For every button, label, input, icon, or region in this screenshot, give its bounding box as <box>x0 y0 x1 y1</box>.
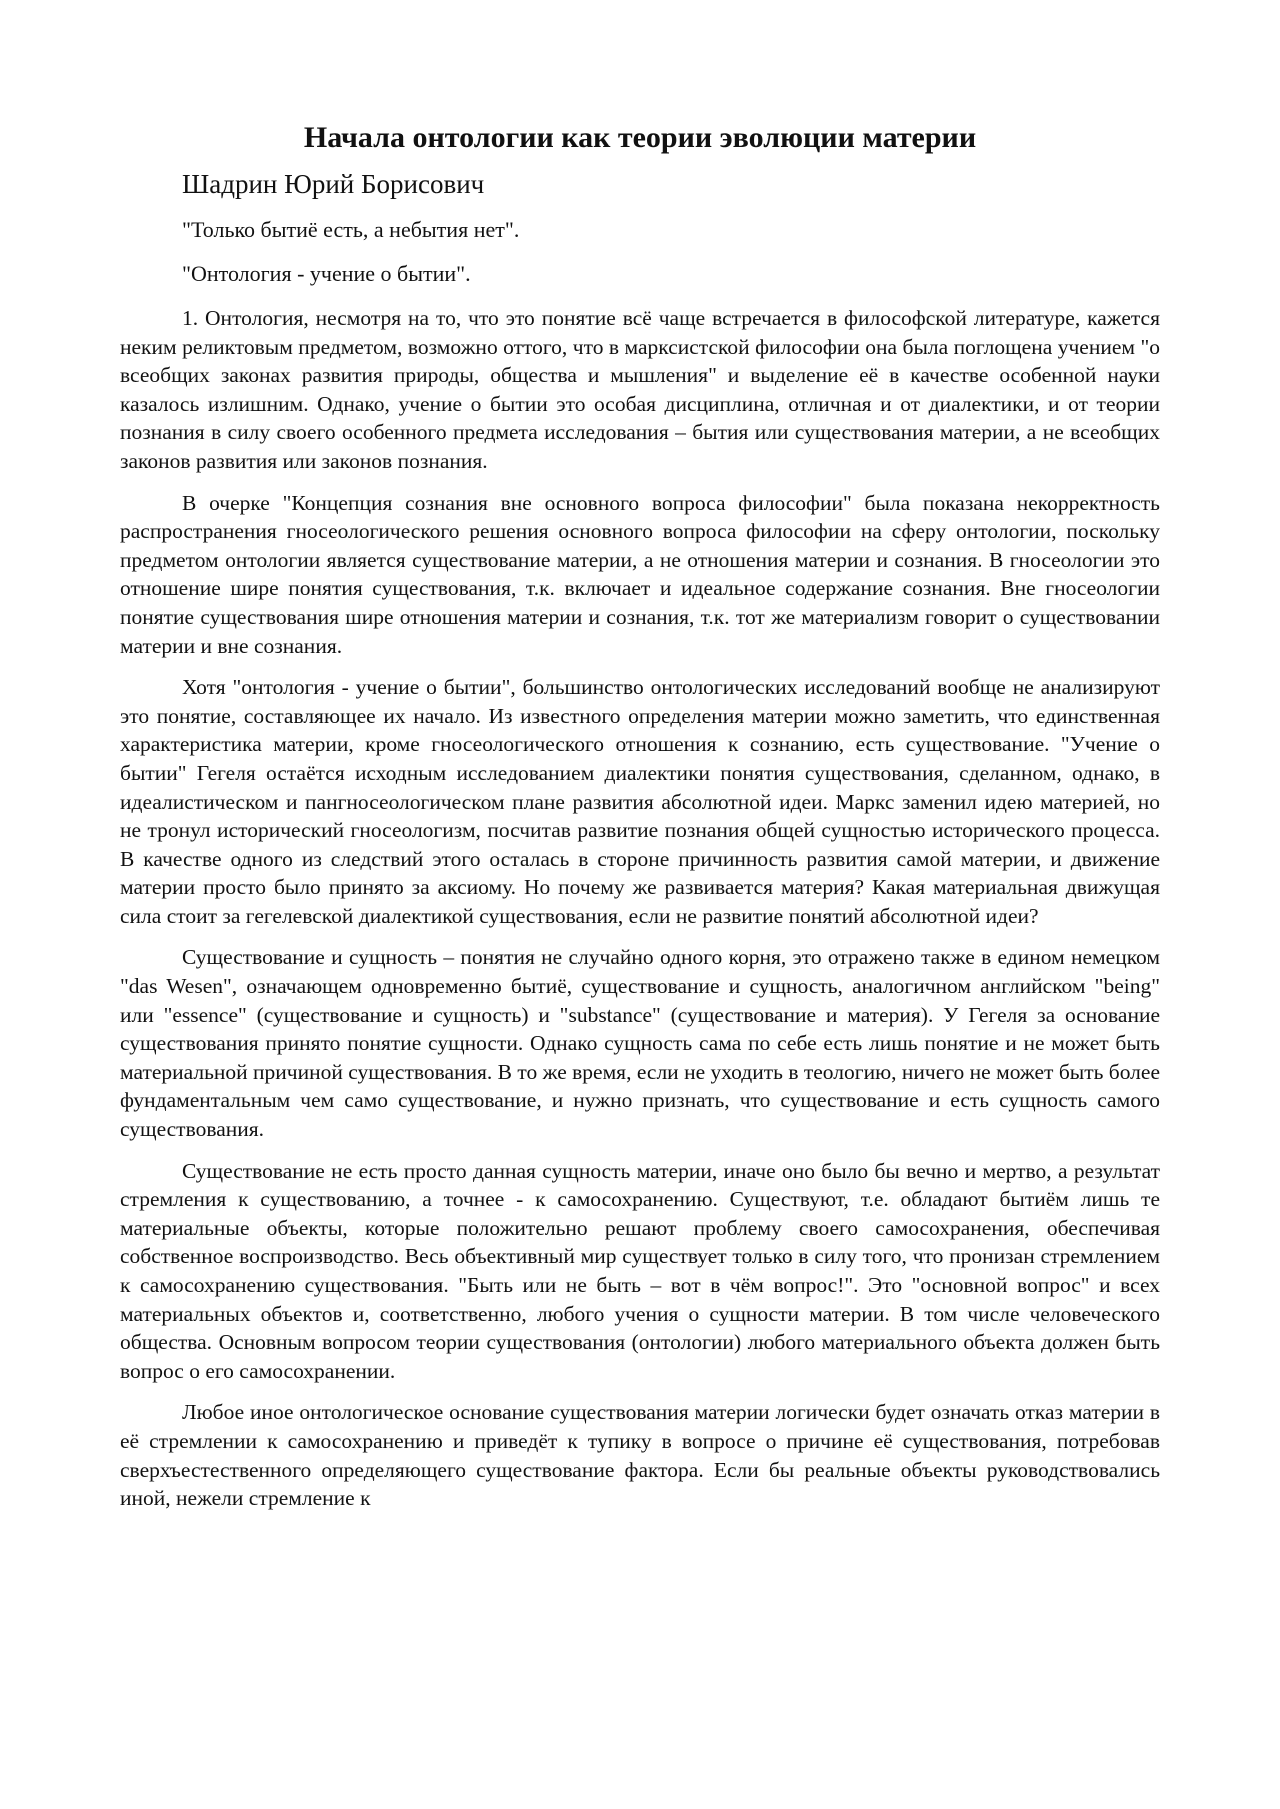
paragraph-1: 1. Онтология, несмотря на то, что это понятие всё чаще встречается в философской литературе, кажется неким реликтовым предметом, возможно оттого, что в марксистской философии она была поглощена учением "о всеобщих законах развития природы, общества и мышления" и выделение её в качестве особенной науки казалось излишним. Однако, учение о бытии это особая дисциплина, отличная и от диалектики, и от теории познания в силу своего особенного предмета исследования – бытия или существования материи, а не всеобщих законов развития или законов познания. <box>120 306 1160 473</box>
paragraph-4: Существование и сущность – понятия не случайно одного корня, это отражено также в едином немецком "das Wesen", означающем одновременно бытиё, существование и сущность, аналогичном английском "being" или "essence" (существование и сущность) и "substance" (существование и материя). У Гегеля за основание существования принято понятие сущности. Однако сущность сама по себе есть лишь понятие и не может быть материальной причиной существования. В то же время, если не уходить в теологию, ничего не может быть более фундаментальным чем само существование, и нужно признать, что существование и есть сущность самого существования. <box>120 945 1160 1142</box>
epigraph-1: "Только бытиё есть, а небытия нет". <box>182 217 520 242</box>
paragraph-3: Хотя "онтология - учение о бытии", большинство онтологических исследований вообще не анализируют это понятие, составляющее их начало. Из известного определения материи можно заметить, что единственная характеристика материи, кроме гносеологического отношения к сознанию, есть существование. "Учение о бытии" Гегеля остаётся исходным исследованием диалектики понятия существования, сделанном, однако, в идеалистическом и пангносеологическом плане развития абсолютной идеи. Маркс заменил идею материей, но не тронул исторический гносеологизм, посчитав развитие познания общей сущностью исторического процесса. В качестве одного из следствий этого осталась в стороне причинность развития самой материи, и движение материи просто было принято за аксиому. Но почему же развивается материя? Какая материальная движущая сила стоит за гегелевской диалектикой существования, если не развитие понятий абсолютной идеи? <box>120 675 1160 928</box>
epigraph-2: "Онтология - учение о бытии". <box>182 261 471 286</box>
paragraph-2: В очерке "Концепция сознания вне основного вопроса философии" была показана некорректность распространения гносеологического решения основного вопроса философии на сферу онтологии, поскольку предметом онтологии является существование материи, а не отношения материи и сознания. В гносеологии это отношение шире понятия существования, т.к. включает и идеальное содержание сознания. Вне гносеологии понятие существования шире отношения материи и сознания, т.к. тот же материализм говорит о существовании материи и вне сознания. <box>120 490 1160 658</box>
author-name: Шадрин Юрий Борисович <box>182 169 485 199</box>
document-page <box>120 118 1160 1526</box>
paragraph-6: Любое иное онтологическое основание существования материи логически будет означать отказ материи в её стремлении к самосохранению и приведёт к тупику в вопросе о причине её существования, потребовав сверхъестественного определяющего существование фактора. Если бы реальные объекты руководствовались иной, нежели стремление к <box>120 1400 1160 1511</box>
paragraph-5: Существование не есть просто данная сущность материи, иначе оно было бы вечно и мертво, а результат стремления к существованию, а точнее - к самосохранению. Существуют, т.е. обладают бытиём лишь те материальные объекты, которые положительно решают проблему своего самосохранения, обеспечивая собственное воспроизводство. Весь объективный мир существует только в силу того, что пронизан стремлением к самосохранению существования. "Быть или не быть – вот в чём вопрос!". Это "основной вопрос" и всех материальных объектов и, соответственно, любого учения о сущности материи. В том числе человеческого общества. Основным вопросом теории существования (онтологии) любого материального объекта должен быть вопрос о его самосохранении. <box>120 1158 1160 1383</box>
document-title: Начала онтологии как теории эволюции материи <box>303 121 977 154</box>
